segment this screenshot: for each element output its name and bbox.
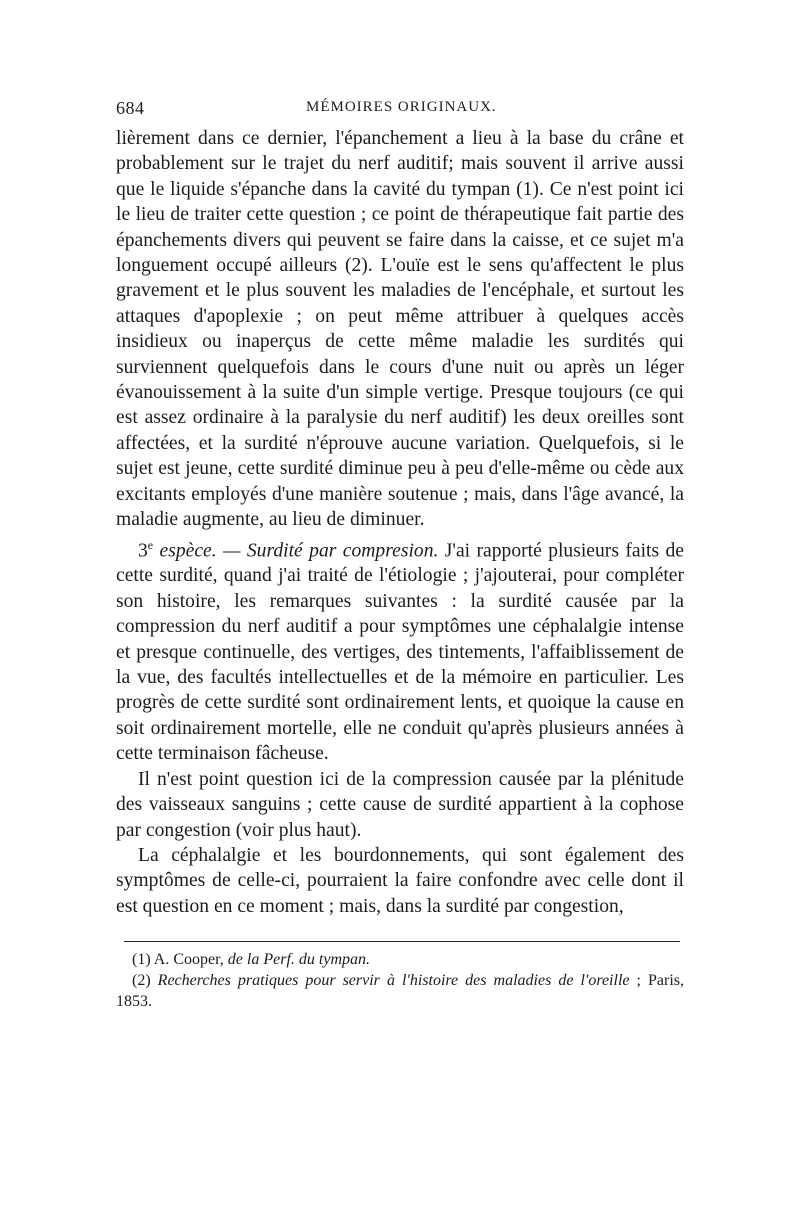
footnote-2 bbox=[116, 970, 684, 1012]
running-head bbox=[116, 96, 684, 126]
footnote-divider bbox=[124, 941, 680, 942]
footnote-2-title: Recherches pratiques pour servir à l'histoire des maladies de l'oreille bbox=[150, 972, 630, 990]
section-heading: espèce. — Surdité par compresion. bbox=[153, 540, 439, 562]
footnotes bbox=[116, 949, 684, 1012]
paragraph-continued: lièrement dans ce dernier, l'épanchement a lieu à la base du crâne et probablement sur le trajet du nerf auditif; mais souvent il arrive aussi que le liquide s'épanche dans la cavité du tympan (1). Ce n'est point ici le lieu de traiter cette question ; ce point de thérapeutique fait partie des épanchements divers qui peuvent se faire dans la caisse, et ce sujet m'a longuement occupé ailleurs (2). L'ouïe est le sens qu'affectent le plus gravement et le plus souvent les maladies de l'encéphale, et surtout les attaques d'apoplexie ; on peut même attribuer à quelques accès insidieux ou inaperçus de cette même maladie les surdités qui surviennent quelquefois dans le cours d'une nuit ou après un léger évanouissement à la suite d'un simple vertige. Presque toujours (ce qui est assez ordinaire à la paralysie du nerf auditif) les deux oreilles sont affectées, et la surdité n'éprouve aucune variation. Quelquefois, si le sujet est jeune, cette surdité diminue peu à peu d'elle-même ou cède aux excitants employés d'une manière soutenue ; mais, dans l'âge avancé, la maladie augmente, au lieu de diminuer. bbox=[116, 128, 684, 531]
paragraph-compression: Il n'est point question ici de la compression causée par la plénitude des vaisseaux sanguins ; cette cause de surdité appartient à la cophose par congestion (voir plus haut). bbox=[116, 768, 684, 841]
footnote-2-mark: (2) bbox=[132, 972, 151, 990]
footnote-1-title: de la Perf. du tympan. bbox=[223, 951, 370, 969]
section-ordinal-suffix: e bbox=[147, 537, 154, 552]
page bbox=[116, 96, 684, 1012]
paragraph-cephalalgie: La céphalalgie et les bourdonnements, qui sont également des symptômes de celle-ci, pourraient la faire confondre avec celle dont il est question en ce moment ; mais, dans la surdité par congestion, bbox=[116, 844, 684, 917]
section-text: J'ai rapporté plusieurs faits de cette surdité, quand j'ai traité de l'étiologie ; j'ajouterai, pour compléter son histoire, les remarques suivantes : la surdité causée par la compression du nerf auditif a pour symptômes une céphalalgie intense et presque continuelle, des vertiges, des tintements, l'affaiblissement de la vue, des facultés intellectuelles et de la mémoire en particulier. Les progrès de cette surdité sont ordinairement lents, et quoique la cause en soit ordinairement mortelle, elle ne conduit qu'après plusieurs années à cette terminaison fâcheuse. bbox=[116, 540, 684, 765]
body-text bbox=[116, 126, 684, 919]
footnote-2-place: ; Paris, 1853. bbox=[116, 972, 685, 1011]
footnote-1-author: (1) A. Cooper, bbox=[132, 951, 224, 969]
running-title: MÉMOIRES ORIGINAUX. bbox=[306, 99, 497, 115]
page-number: 684 bbox=[116, 98, 145, 118]
paragraph-section-3 bbox=[116, 533, 684, 767]
section-number: 3 bbox=[138, 540, 148, 562]
footnote-1 bbox=[116, 949, 684, 970]
